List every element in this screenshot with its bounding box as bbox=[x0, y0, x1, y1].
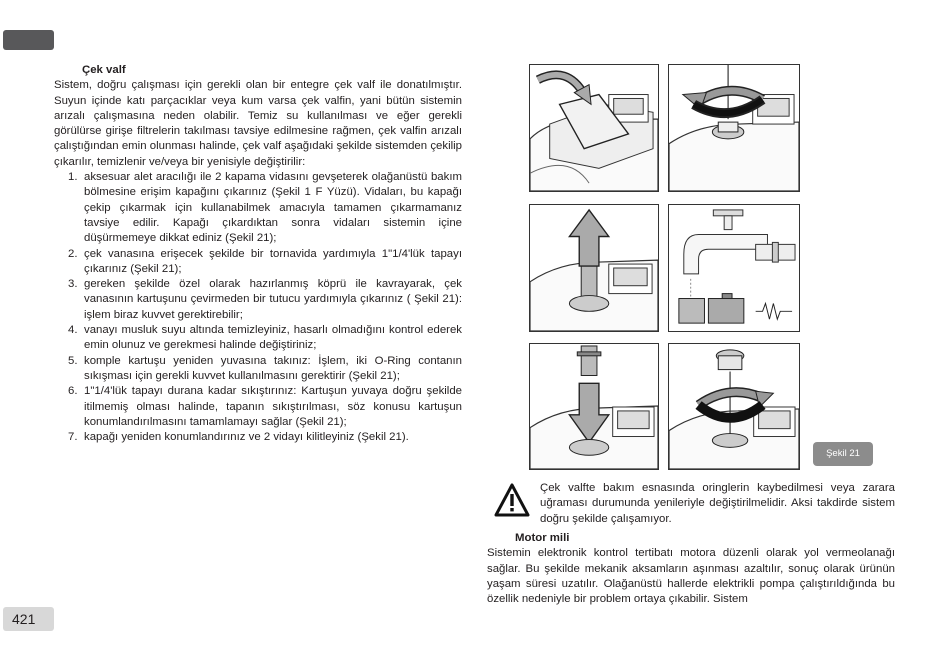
chapter-tab bbox=[3, 30, 54, 50]
list-item: 3. gereken şekilde özel olarak hazırlanmış köprü ile kavrayarak, çek vanasının kartuşunu çevirmeden bir tutucu yardımıyla çıkarınız ( Şekil 21): işlem biraz kuvvet gerektirebilir; bbox=[68, 278, 462, 321]
plug-tighten-icon bbox=[668, 343, 800, 470]
list-item: 4. vanayı musluk suyu altında temizleyiniz, hasarlı olmadığını kontrol ederek emin olunuz ve gerekmesi halinde değiştiriniz; bbox=[68, 324, 462, 352]
cartridge-insert-icon bbox=[529, 343, 659, 470]
motor-shaft-heading: Motor mili bbox=[515, 532, 570, 544]
plug-unscrew-icon bbox=[668, 64, 800, 192]
check-valve-section bbox=[54, 63, 462, 445]
steps-list bbox=[54, 170, 462, 445]
list-item: 6. 1"1/4'lük tapayı durana kadar sıkıştırınız: Kartuşun yuvaya doğru şekilde itilmemiş olması halinde, tapanın sıkıştırılması, söz konusu kartuşun konumlandırılmasını tamamlamayı sağlar (Şekil 21); bbox=[68, 385, 462, 428]
motor-shaft-section bbox=[487, 531, 895, 607]
motor-shaft-text: Sistemin elektronik kontrol tertibatı motora düzenli olarak yol vermeolanağı sağlar. Bu şekilde mekanik aksamların aşınması azaltılır, sonuç olarak ürünün yaşam süresi uzatılır. Olağanüstü hallerde elektrikli pompa çalıştırıldığında bu özellik nedeniyle bir problem ortaya çıkabilir. Sistem bbox=[487, 547, 895, 606]
list-item: 2. çek vanasına erişecek şekilde bir tornavida yardımıyla 1"1/4'lük tapayı çıkarınız (Şekil 21); bbox=[68, 247, 462, 275]
page-number: 421 bbox=[3, 607, 54, 631]
warning-triangle-icon bbox=[494, 483, 530, 517]
check-valve-heading: Çek valf bbox=[82, 64, 126, 76]
list-item: 1. aksesuar alet aracılığı ile 2 kapama vidasını gevşeterek olağanüstü bakım bölmesine erişim kapağını çıkarınız (Şekil 1 F Yüzü). Vidaları, bu kapağı çekip çıkarmak için kullanabilmek amacıyla tamamen çıkarmamanız tavsiye edilir. Kapağı çıkardıktan sonra vidaları sistemin içine düşürmemeye dikkat ediniz (Şekil 21); bbox=[68, 171, 462, 245]
warning-text: Çek valfte bakım esnasında oringlerin kaybedilmesi veya zarara uğraması durumunda yenileriyle değiştirilmelidir. Aksi takdirde sistem doğru şekilde çalışamıyor. bbox=[540, 482, 895, 525]
cover-removal-icon bbox=[529, 64, 659, 192]
list-item: 5. komple kartuşu yeniden yuvasına takınız: İşlem, iki O-Ring contanın sıkışması için gerekli kuvvet kullanılmasını gerektirir (Şekil 21); bbox=[68, 354, 462, 382]
list-item: 7. kapağı yeniden konumlandırınız ve 2 vidayı kilitleyiniz (Şekil 21). bbox=[68, 431, 409, 444]
cartridge-extract-icon bbox=[529, 204, 659, 332]
figure-caption: Şekil 21 bbox=[813, 442, 873, 466]
check-valve-intro: Sistem, doğru çalışması için gerekli olan bir entegre çek valf ile donatılmıştır. Suyun içinde katı parçacıklar veya kum varsa çek valfin, yani bütün sistemin arızalı çalışmasına neden olabilir. Temiz su kullanılması ve eğer gerekli görülürse girişe filtrelerin takılması tavsiye edilmesine rağmen, çek valfin arızalı çalıştığından emin olunması halinde, çek valf aşağıdaki şekilde sistemden çekilip çıkarılır, temizlenir ve/veya bir yenisiyle değiştirilir: bbox=[54, 79, 462, 168]
cartridge-wash-icon bbox=[668, 204, 800, 332]
